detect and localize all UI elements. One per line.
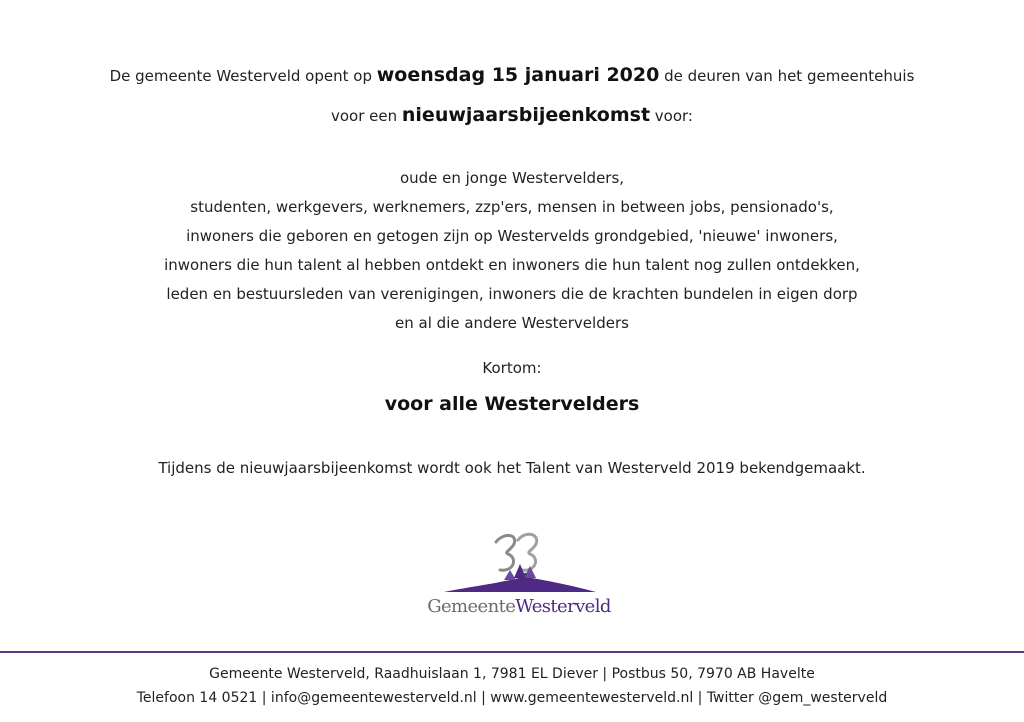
audience-line: studenten, werkgevers, werknemers, zzp'ers, mensen in between jobs, pensionado's,: [190, 198, 834, 216]
logo-word-gemeente: Gemeente: [427, 596, 516, 617]
intro-line-1: [0, 64, 1024, 86]
audience-line: inwoners die hun talent al hebben ontdekt en inwoners die hun talent nog zullen ontdekken,: [164, 256, 860, 274]
highlight-text: voor alle Westervelders: [384, 393, 640, 415]
intro-text-2a: voor een: [330, 107, 402, 125]
intro-text-1b: de deuren van het gemeentehuis: [659, 67, 915, 85]
kortom-label: Kortom:: [482, 359, 542, 377]
event-date: woensdag 15 januari 2020: [376, 64, 660, 86]
footer-address: Gemeente Westerveld, Raadhuislaan 1, 7981 EL Diever | Postbus 50, 7970 AB Havelte: [209, 666, 815, 682]
audience-line: inwoners die geboren en getogen zijn op Westervelds grondgebied, 'nieuwe' inwoners,: [186, 227, 838, 245]
logo-wordmark: [424, 596, 614, 617]
intro-line-2: [0, 104, 1024, 126]
logo-word-westerveld: Westerveld: [515, 596, 611, 617]
audience-line: oude en jonge Westervelders,: [399, 169, 625, 187]
event-name: nieuwjaarsbijeenkomst: [401, 104, 651, 126]
intro-text-1a: De gemeente Westerveld opent op: [109, 67, 377, 85]
gemeente-westerveld-logo: [424, 528, 614, 620]
audience-line: en al die andere Westervelders: [395, 314, 629, 332]
footer-contact: Telefoon 14 0521 | info@gemeentewesterveld.nl | www.gemeentewesterveld.nl | Twitter @gem_westerveld: [136, 690, 888, 706]
logo-emblem-icon: [424, 528, 614, 598]
footer-divider: [0, 651, 1024, 653]
audience-list: [0, 164, 1024, 338]
audience-line: leden en bestuursleden van verenigingen, inwoners die de krachten bundelen in eigen dorp: [166, 285, 858, 303]
talent-announcement: Tijdens de nieuwjaarsbijeenkomst wordt ook het Talent van Westerveld 2019 bekendgemaakt.: [158, 459, 866, 477]
intro-text-2b: voor:: [650, 107, 693, 125]
